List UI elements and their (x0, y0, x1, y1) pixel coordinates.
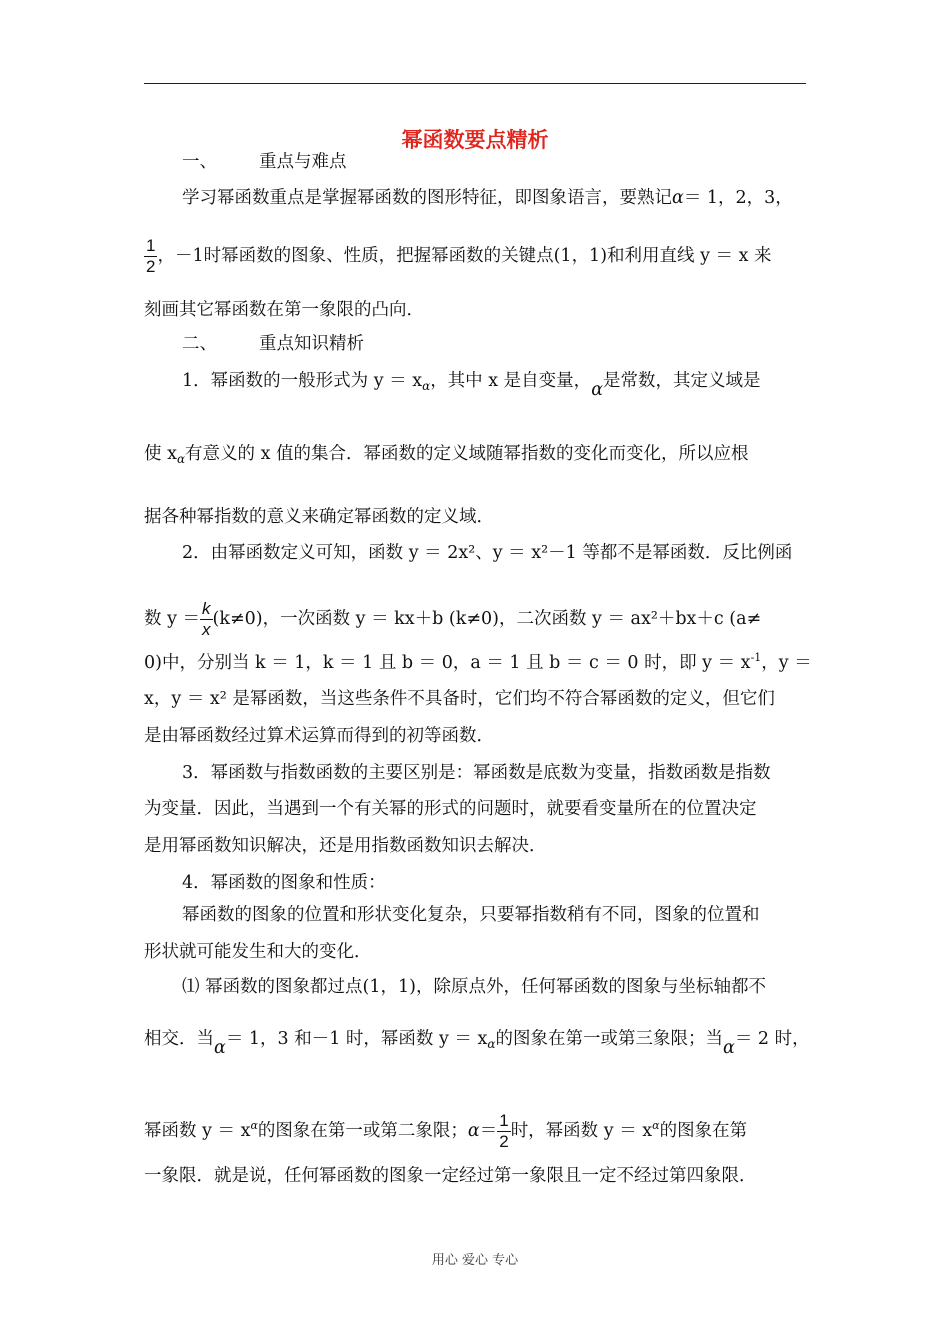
p4-line-3: 是用幂函数知识解决，还是用指数函数知识去解决． (144, 836, 547, 856)
page-footer: 用心 爱心 专心 (431, 1253, 519, 1268)
p6-line-1: 幂函数的图象的位置和形状变化复杂，只要幂指数稍有不同，图象的位置和 (182, 905, 760, 925)
p7-line-3: 幂函数 $y = x^\alpha$的图象在第一或第二象限；α＝ $\frac{1}{2}$ 时，幂函数 $y = x^\alpha$的图象在第 (144, 1111, 748, 1151)
section-2-heading (182, 333, 364, 355)
p5-line-1: 4．幂函数的图象和性质： (182, 873, 386, 893)
p2-line-1: 1．幂函数的一般形式为 $y = x_\alpha$，其中 x 是自变量，α是常数，其定义域是 (182, 371, 761, 400)
p1-line-3: 刻画其它幂函数在第一象限的凸向． (144, 300, 424, 320)
section-1-number: 一、 (182, 152, 217, 172)
p7-line-2: 相交．当α＝ 1，3 和－1 时，幂函数 $y = x_\alpha$的图象在第一或第三象限；当α＝ 2 时， (144, 1029, 810, 1058)
header-rule (144, 83, 806, 84)
p7-line-1: ⑴ 幂函数的图象都过点(1，1)，除原点外，任何幂函数的图象与坐标轴都不 (182, 977, 766, 997)
p3-line-2: 数 y ＝ $\frac{k}{x}$ (k≠0)，一次函数 y ＝ kx＋b (k≠0)，二次函数 y ＝ ax²＋bx＋c (a≠ (144, 599, 762, 639)
section-1-title: 重点与难点 (259, 152, 347, 172)
p2-line-2: 使 $x_\alpha$有意义的 x 值的集合．幂函数的定义域随幂指数的变化而变化，所以应根 (144, 444, 749, 466)
p1-line-1: 学习幂函数重点是掌握幂函数的图形特征，即图象语言，要熟记α＝ 1，2，3， (182, 188, 793, 208)
fraction-k-over-x: $\frac{k}{x}$ (202, 599, 211, 639)
p6-line-2: 形状就可能发生和大的变化． (144, 942, 372, 962)
p2-line-3: 据各种幂指数的意义来确定幂函数的定义域． (144, 507, 494, 527)
page-title: 幂函数要点精析 (401, 127, 549, 152)
section-1-heading (182, 151, 347, 173)
p4-line-2: 为变量．因此，当遇到一个有关幂的形式的问题时，就要看变量所在的位置决定 (144, 799, 757, 819)
fraction-one-half-2: $\frac{1}{2}$ (499, 1111, 509, 1151)
section-2-number: 二、 (182, 334, 217, 354)
fraction-one-half: $\frac{1}{2}$ (146, 236, 156, 276)
p3-line-5: 是由幂函数经过算术运算而得到的初等函数． (144, 726, 494, 746)
p3-line-4: x，y ＝ x² 是幂函数，当这些条件不具备时，它们均不符合幂函数的定义，但它们 (144, 689, 775, 709)
p7-line-4: 一象限．就是说，任何幂函数的图象一定经过第一象限且一定不经过第四象限． (144, 1166, 757, 1186)
p3-line-1: 2．由幂函数定义可知，函数 y ＝ 2x²、y ＝ x²－1 等都不是幂函数．反比例函 (182, 543, 793, 563)
p1-line-2: $\frac{1}{2}$ ，－1时幂函数的图象、性质，把握幂函数的关键点(1，1)和利用直线 y ＝ x 来 (146, 236, 772, 276)
p3-line-3: 0)中，分别当 k ＝ 1，k ＝ 1 且 b ＝ 0，a ＝ 1 且 b ＝ c ＝ 0 时，即 $y = x^{-1}$，y ＝ (144, 651, 812, 673)
section-2-title: 重点知识精析 (259, 334, 364, 354)
p4-line-1: 3．幂函数与指数函数的主要区别是：幂函数是底数为变量，指数函数是指数 (182, 763, 771, 783)
